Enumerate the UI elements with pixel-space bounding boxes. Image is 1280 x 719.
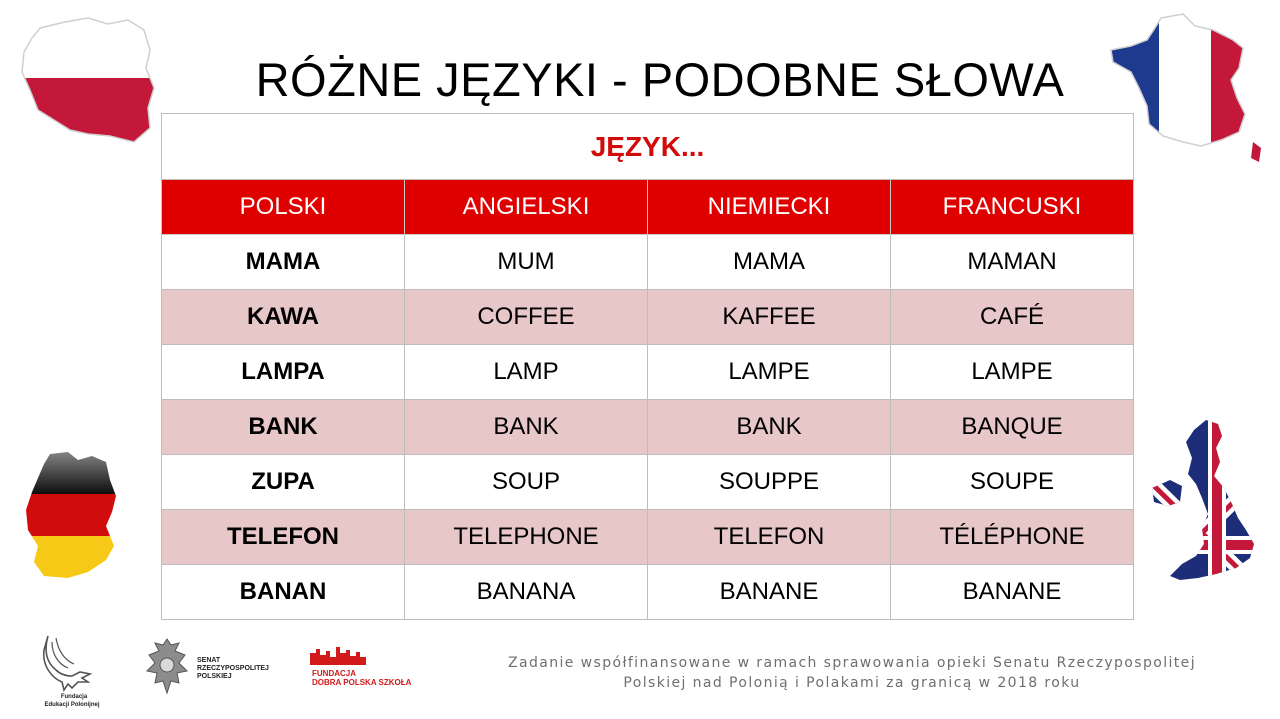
table-cell: LAMPE — [648, 345, 891, 400]
table-cell: BANK — [405, 400, 648, 455]
funding-note-line: Zadanie współfinansowane w ramach sprawowania opieki Senatu Rzeczypospolitej — [508, 655, 1196, 671]
table-row — [162, 400, 1134, 455]
funding-note — [462, 653, 1242, 693]
column-header-polski: POLSKI — [162, 180, 405, 235]
table-cell: BANQUE — [891, 400, 1134, 455]
table-cell: TELEFON — [648, 510, 891, 565]
logo-caption: RZECZYPOSPOLITEJ — [197, 665, 269, 672]
table-cell: LAMPE — [891, 345, 1134, 400]
senate-eagle-emblem-icon — [145, 637, 189, 695]
eagle-icon — [38, 632, 98, 694]
table-cell: LAMPA — [162, 345, 405, 400]
table-cell: BANANE — [648, 565, 891, 620]
table-cell: BANAN — [162, 565, 405, 620]
germany-flag-map-icon — [20, 450, 120, 582]
senat-logo — [145, 637, 285, 703]
funding-note-line: Polskiej nad Polonią i Polakami za granicą w 2018 roku — [623, 675, 1081, 691]
table-cell: BANANE — [891, 565, 1134, 620]
table-row — [162, 290, 1134, 345]
table-cell: BANK — [162, 400, 405, 455]
table-cell: MAMA — [162, 235, 405, 290]
footer — [0, 625, 1280, 719]
table-caption-row — [162, 114, 1134, 180]
column-header-francuski: FRANCUSKI — [891, 180, 1134, 235]
dobra-polska-szkola-logo — [310, 647, 440, 695]
table-cell: TELEFON — [162, 510, 405, 565]
table-cell: TELEPHONE — [405, 510, 648, 565]
table-cell: SOUPPE — [648, 455, 891, 510]
table-row — [162, 455, 1134, 510]
table-row — [162, 565, 1134, 620]
fundacja-edukacji-polonijnej-logo — [38, 632, 98, 714]
page-title: RÓŻNE JĘZYKI - PODOBNE SŁOWA — [255, 53, 1065, 106]
vocabulary-table — [161, 113, 1134, 620]
logo-caption: Fundacja — [60, 694, 88, 700]
logo-caption: Edukacji Polonijnej — [44, 702, 100, 708]
table-cell: COFFEE — [405, 290, 648, 345]
skyline-icon — [310, 647, 366, 665]
column-header-angielski: ANGIELSKI — [405, 180, 648, 235]
table-cell: TÉLÉPHONE — [891, 510, 1134, 565]
table-cell: SOUP — [405, 455, 648, 510]
table-cell: BANK — [648, 400, 891, 455]
uk-flag-map-icon — [1146, 418, 1258, 588]
table-cell: BANANA — [405, 565, 648, 620]
table-cell: MUM — [405, 235, 648, 290]
poland-flag-map-icon — [10, 10, 160, 145]
table-cell: MAMA — [648, 235, 891, 290]
logo-caption: SENAT — [197, 657, 221, 664]
table-row — [162, 235, 1134, 290]
table-cell: CAFÉ — [891, 290, 1134, 345]
table-cell: SOUPE — [891, 455, 1134, 510]
logo-caption: FUNDACJA — [312, 669, 356, 678]
logo-caption: DOBRA POLSKA SZKOŁA — [312, 678, 412, 687]
table-header-row — [162, 180, 1134, 235]
table-caption: JĘZYK... — [162, 114, 1134, 180]
table-cell: ZUPA — [162, 455, 405, 510]
table-row — [162, 510, 1134, 565]
table-cell: MAMAN — [891, 235, 1134, 290]
table-cell: KAFFEE — [648, 290, 891, 345]
table-row — [162, 345, 1134, 400]
column-header-niemiecki: NIEMIECKI — [648, 180, 891, 235]
table-cell: KAWA — [162, 290, 405, 345]
table-cell: LAMP — [405, 345, 648, 400]
logo-caption: POLSKIEJ — [197, 673, 232, 680]
